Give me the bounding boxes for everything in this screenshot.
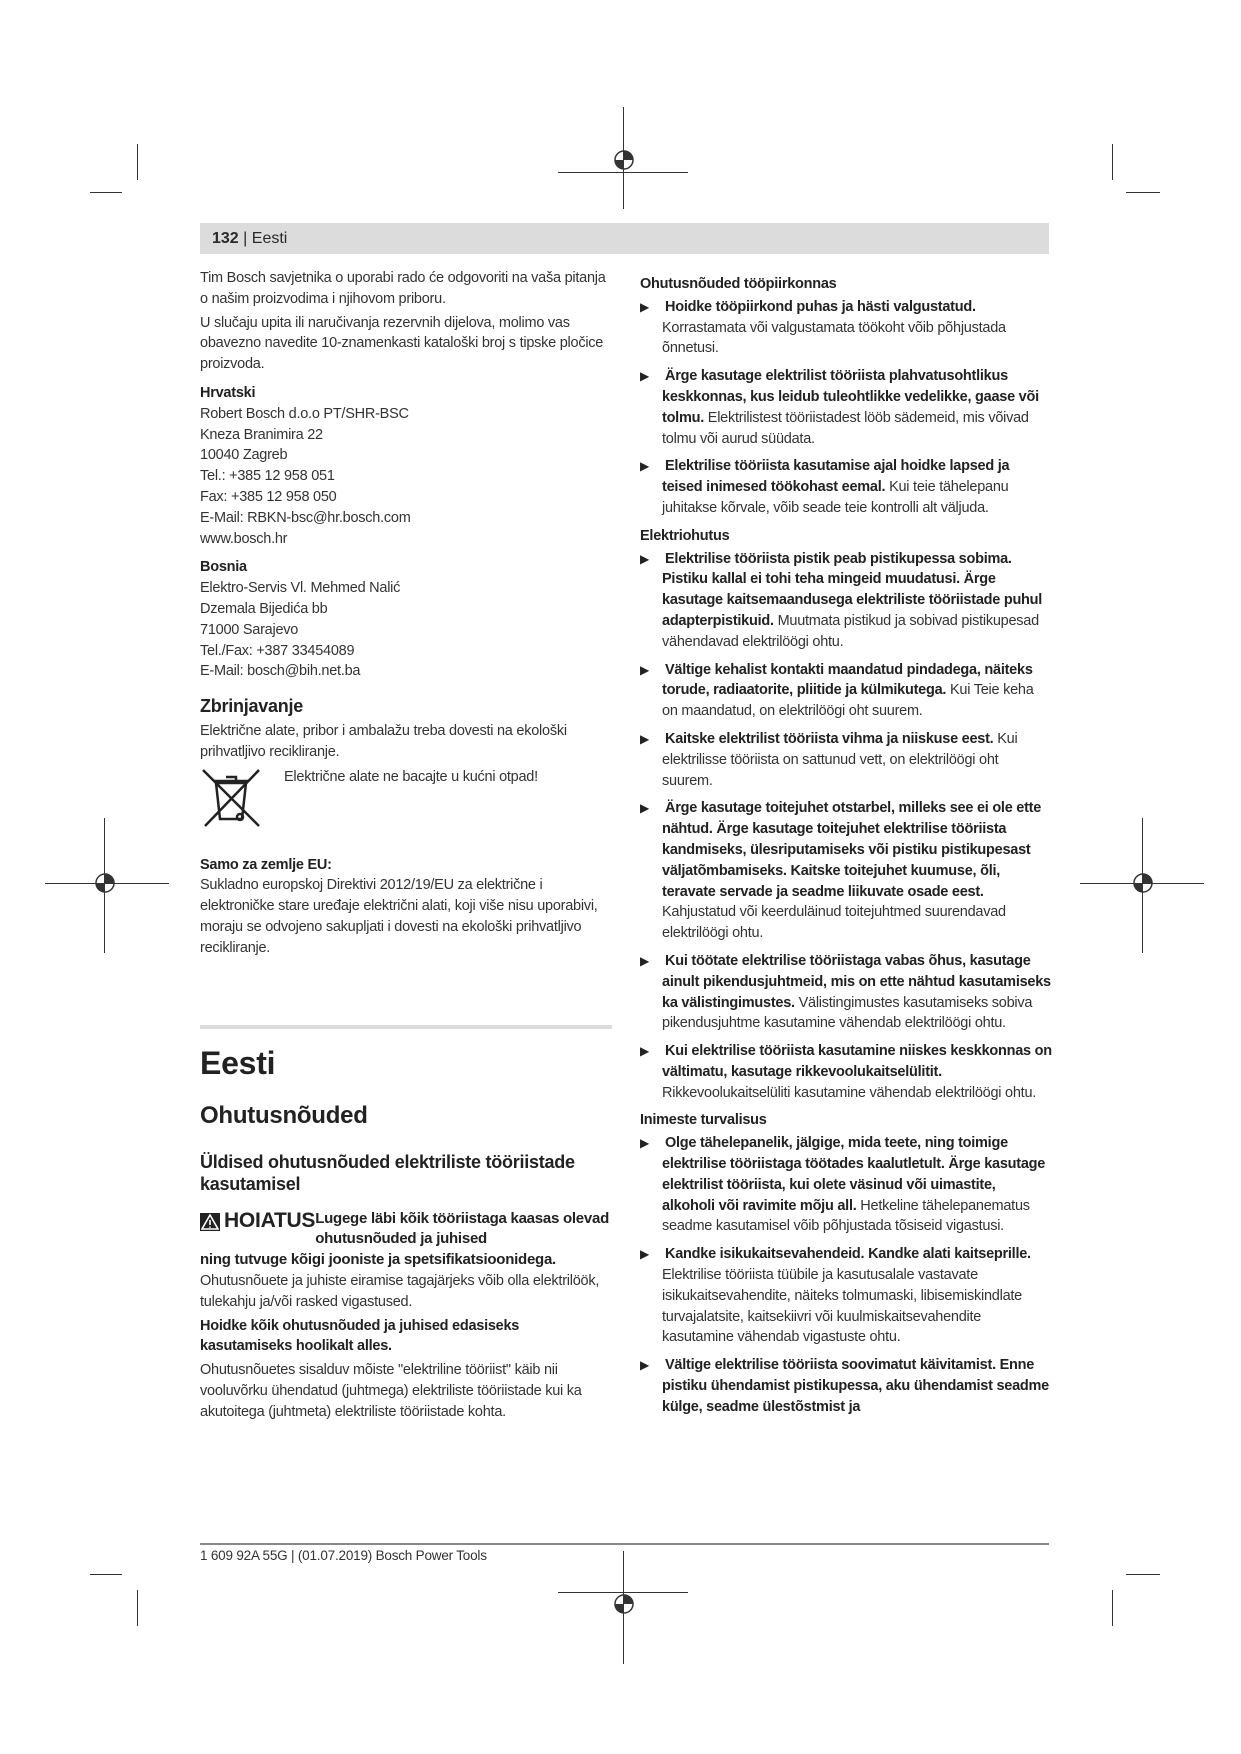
safety-item-text: Kahjustatud või keerduläinud toitejuhtmed suurendavad elektrilöögi ohtu. [662, 904, 1006, 942]
weee-notice [200, 767, 612, 833]
contact-line: Fax: +385 12 958 050 [200, 488, 337, 505]
contact-line: Robert Bosch d.o.o PT/SHR-BSC [200, 405, 409, 422]
contact-line: 10040 Zagreb [200, 447, 288, 464]
intro-paragraph: U slučaju upita ili naručivanja rezervnih dijelova, molimo vas obavezno navedite 10-znamenkasti kataloški broj s tipske pločice proizvoda. [200, 314, 604, 373]
safety-item-bold: Elektrilise tööriista kasutamise ajal hoidke lapsed ja teised inimesed töökohast eemal. [662, 458, 1010, 496]
safety-title: Ohutusnõuded [200, 1101, 368, 1129]
contact-line: E-Mail: RBKN-bsc@hr.bosch.com [200, 509, 411, 526]
contact-line: Elektro-Servis Vl. Mehmed Nalić [200, 580, 401, 597]
warning-icon [200, 1213, 220, 1231]
warning-definition: Ohutusnõuetes sisalduv mõiste "elektriline tööriist" käib nii vooluvõrku ühendatud (juhtmega) elektriliste tööriistade kui ka akutoitega (juhtmeta) elektriliste tööriistade kohta. [200, 1362, 582, 1420]
header-separator: | [243, 230, 248, 247]
safety-item-text: Elektrilistest tööriistadest lööb sädemeid, mis võivad tolmu või aurud süüdata. [662, 409, 1029, 447]
safety-item [640, 456, 1052, 518]
safety-item-bold: Ärge kasutage toitejuhet otstarbel, milleks see ei ole ette nähtud. Ärge kasutage toitejuhet elektrilise tööriista kandmiseks, ülesriputamiseks või pistiku pistikupesast väljatõmbamiseks. Kaitske toitejuhet kuumuse, õli, teravate servade ja seadme liikuvate osade eest. [662, 800, 1042, 900]
subsection-heading: Ohutusnõuded tööpiirkonnas [640, 276, 837, 292]
triangle-right-icon: ▶ [640, 551, 649, 566]
safety-item-bold: Vältige elektrilise tööriista soovimatut käivitamist. Enne pistiku ühendamist pistikupessa, aku ühendamist seadme külge, seadme ülestõstmist ja [662, 1357, 1049, 1415]
safety-item-text: Kui teie tähelepanu juhitakse kõrvale, võib seade teie kontrolli alt väljuda. [662, 479, 1009, 516]
page-footer: 1 609 92A 55G | (01.07.2019) Bosch Power Tools [200, 1548, 487, 1563]
warning-heading: Lugege läbi kõik tööriistaga kaasas olevad ohutusnõuded ja juhised [315, 1209, 609, 1248]
crossed-out-bin-icon [200, 767, 262, 831]
safety-item [640, 729, 1052, 791]
left-column [200, 268, 612, 1425]
contact-line: 71000 Sarajevo [200, 621, 299, 638]
safety-item [640, 549, 1052, 653]
eu-text: Sukladno europskoj Direktivi 2012/19/EU za električne i elektroničke stare uređaje električni alati, koji više nisu uporabivi, moraju se odvojeno sakupljati i dovesti na ekološki prihvatljivo recikliranje. [200, 877, 598, 956]
safety-item-bold: Olge tähelepanelik, jälgige, mida teete, ning toimige elektrilise tööriistaga töötades kaalutletult. Ärge kasutage elektrilist tööriista, kui olete väsinud või uimastite, alkoholi või ravimite mõju all. [662, 1135, 1046, 1214]
subsection-heading: Elektriohutus [640, 527, 730, 544]
contact-block [200, 578, 612, 682]
registration-target-icon [93, 871, 117, 895]
contact-line: Dzemala Bijedića bb [200, 600, 328, 617]
registration-target-icon [612, 1592, 636, 1616]
general-safety-title: Üldised ohutusnõuded elektriliste tööriistade kasutamisel [200, 1151, 575, 1194]
safety-item-bold: Hoidke tööpiirkond puhas ja hästi valgustatud. [665, 298, 976, 315]
eu-heading: Samo za zemlje EU: [200, 856, 332, 873]
triangle-right-icon: ▶ [640, 1247, 649, 1262]
registration-target-icon [1131, 871, 1155, 895]
disposal-text: Električne alate, pribor i ambalažu treba dovesti na ekološki prihvatljivo recikliranje. [200, 722, 567, 760]
weee-text: Električne alate ne bacajte u kućni otpad! [284, 768, 538, 785]
triangle-right-icon: ▶ [640, 662, 649, 677]
safety-item-bold: Kaitske elektrilist tööriista vihma ja niiskuse eest. [665, 730, 994, 747]
safety-item [640, 1355, 1052, 1417]
safety-item-text: Muutmata pistikud ja sobivad pistikupesad vähendavad elektrilöögi ohtu. [662, 612, 1039, 650]
safety-item [640, 297, 1052, 359]
warning-heading-cont: ning tutvuge kõigi jooniste ja spetsifikatsioonidega. [200, 1251, 556, 1269]
triangle-right-icon: ▶ [640, 801, 649, 816]
triangle-right-icon: ▶ [640, 369, 649, 384]
contact-line: Kneza Branimira 22 [200, 426, 323, 443]
safety-item-bold: Kandke isikukaitsevahendeid. Kandke alati kaitseprille. [665, 1246, 1031, 1263]
triangle-right-icon: ▶ [640, 1136, 649, 1151]
page-header [200, 223, 1049, 254]
page-number: 132 [212, 230, 239, 247]
safety-item-text: Korrastamata või valgustamata töökoht võib põhjustada õnnetusi. [662, 319, 1006, 357]
contact-line: Tel./Fax: +387 33454089 [200, 642, 355, 659]
contact-country: Bosnia [200, 559, 247, 576]
contact-line: Tel.: +385 12 958 051 [200, 468, 335, 485]
safety-item-bold: Kui töötate elektrilise tööriistaga vabas õhus, kasutage ainult pikendusjuhtmeid, mis on ette nähtud kasutamiseks ka välistingimustes. [662, 952, 1051, 1011]
safety-item [640, 798, 1052, 944]
contact-line: E-Mail: bosch@bih.net.ba [200, 663, 361, 680]
safety-item [640, 366, 1052, 449]
safety-item-bold: Elektrilise tööriista pistik peab pistikupessa sobima. Pistiku kallal ei tohi teha mingeid muudatusi. Ärge kasutage kaitsemaandusega elektriliste tööriistade puhul adapterpistikuid. [662, 550, 1043, 629]
triangle-right-icon: ▶ [640, 731, 649, 746]
section-title: Eesti [200, 1044, 276, 1081]
intro-paragraph: Tim Bosch savjetnika o uporabi rado će odgovoriti na vaša pitanja o našim proizvodima i njihovom priboru. [200, 270, 606, 307]
subsection-heading: Inimeste turvalisus [640, 1112, 767, 1129]
safety-item-text: Kui Teie keha on maandatud, on elektrilöögi oht suurem. [662, 682, 1034, 720]
safety-item-text: Elektrilise tööriista tüübile ja kasutusalale vastavate isikukaitsevahendite, näiteks tolmumaski, libisemiskindlate turvajalatsite, kaitsekiivri või kuulmiskaitsevahendite kasutamine vähendab vigastuste ohtu. [662, 1267, 1022, 1346]
safety-item [640, 660, 1052, 722]
warning-label [200, 1209, 315, 1235]
disposal-heading: Zbrinjavanje [200, 696, 304, 717]
right-column [640, 268, 1052, 1425]
safety-item-text: Hetkeline tähelepanematus seadme kasutamisel võib põhjustada tõsiseid vigastusi. [662, 1197, 1030, 1235]
warning-block [200, 1209, 612, 1271]
safety-item [640, 951, 1052, 1034]
section-divider [200, 1025, 612, 1029]
triangle-right-icon: ▶ [640, 953, 649, 968]
contact-line: www.bosch.hr [200, 530, 288, 547]
warning-keep: Hoidke kõik ohutusnõuded ja juhised edasiseks kasutamiseks hoolikalt alles. [200, 1317, 520, 1355]
contact-country: Hrvatski [200, 384, 256, 401]
safety-item-text: Välistingimustes kasutamiseks sobiva pikendusjuhtme kasutamine vähendab elektrilöögi ohtu. [662, 994, 1033, 1032]
safety-item [640, 1133, 1052, 1237]
contact-block [200, 404, 612, 550]
safety-item-bold: Kui elektrilise tööriista kasutamine niiskes keskkonnas on vältimatu, kasutage rikkevoolukaitselülitit. [662, 1043, 1052, 1080]
safety-item-bold: Ärge kasutage elektrilist tööriista plahvatusohtlikus keskkonnas, kus leidub tuleohtlikke vedelikke, gaase või tolmu. [662, 368, 1039, 426]
triangle-right-icon: ▶ [640, 459, 649, 474]
triangle-right-icon: ▶ [640, 299, 649, 314]
warning-label-text: HOIATUS [224, 1209, 316, 1233]
triangle-right-icon: ▶ [640, 1044, 649, 1059]
triangle-right-icon: ▶ [640, 1358, 649, 1373]
warning-text: Ohutusnõuete ja juhiste eiramise tagajärjeks võib olla elektrilöök, tulekahju ja/või rasked vigastused. [200, 1272, 600, 1310]
header-section: Eesti [251, 230, 288, 247]
safety-item-text: Rikkevoolukaitselüliti kasutamine vähendab elektrilöögi ohtu. [662, 1084, 1037, 1101]
footer-divider [200, 1543, 1049, 1545]
safety-item-bold: Vältige kehalist kontakti maandatud pindadega, näiteks torude, radiaatorite, pliitide ja külmikutega. [662, 661, 1033, 699]
safety-item [640, 1041, 1052, 1103]
safety-item-text: Kui elektrilisse tööriista on sattunud vett, on elektrilöögi oht suurem. [662, 730, 1018, 789]
safety-item [640, 1244, 1052, 1348]
registration-target-icon [612, 148, 636, 172]
